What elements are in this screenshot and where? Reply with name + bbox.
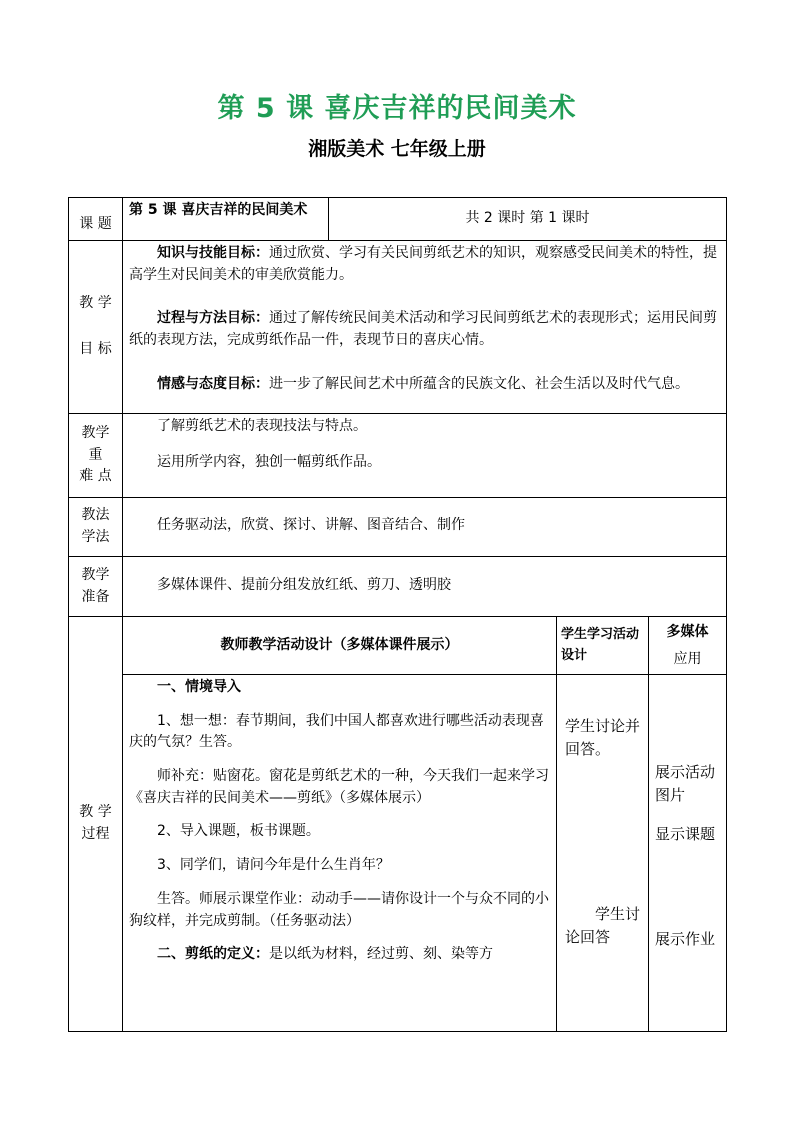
page-title: 第 5 课 喜庆吉祥的民间美术	[217, 93, 577, 124]
process-header-row	[69, 617, 727, 675]
topic-value: 第 5 课 喜庆吉祥的民间美术	[123, 198, 329, 241]
col-teacher-header: 教师教学活动设计（多媒体课件展示）	[123, 617, 557, 675]
prep-row	[69, 557, 727, 617]
topic-hours: 共 2 课时 第 1 课时	[329, 198, 727, 241]
page-subtitle: 湘版美术 七年级上册	[308, 138, 486, 160]
process-body-row	[69, 675, 727, 1032]
media-usage-1: 展示活动图片	[655, 763, 716, 805]
goal-emotion: 情感与态度目标：进一步了解民间艺术中所蕴含的民族文化、社会生活以及时代气息。	[157, 375, 689, 392]
prep-label: 教学 准备	[69, 557, 123, 617]
topic-label: 课 题	[69, 198, 123, 241]
process-label: 教 学 过程	[69, 617, 123, 1032]
col-student-header: 学生学习活动设计	[557, 617, 649, 675]
keypoint-1: 了解剪纸艺术的表现技法与特点。	[157, 418, 367, 434]
student-activity-2: 学生讨论回答	[565, 905, 641, 947]
methods-row	[69, 498, 727, 557]
goal-knowledge: 知识与技能目标：通过欣赏、学习有关民间剪纸艺术的知识，观察感受民间美术的特性，提高学生对民间美术的审美欣赏能力。	[129, 245, 717, 283]
teacher-activities	[123, 675, 557, 1032]
teacher-step-4: 3、同学们，请问今年是什么生肖年？	[157, 857, 390, 874]
student-activity-1: 学生讨论并回答。	[565, 717, 641, 759]
media-usage	[649, 675, 727, 1032]
teacher-step-5: 生答。师展示课堂作业：动动手——请你设计一个与众不同的小狗纹样，并完成剪制。（任务驱动法）	[129, 890, 549, 929]
media-usage-3: 展示作业	[655, 930, 716, 948]
goals-content	[123, 241, 727, 414]
keypoints-row	[69, 414, 727, 498]
keypoints-content	[123, 414, 727, 498]
prep-content: 多媒体课件、提前分组发放红纸、剪刀、透明胶	[123, 557, 727, 617]
goals-row	[69, 241, 727, 414]
teacher-step-2: 师补充：贴窗花。窗花是剪纸艺术的一种，今天我们一起来学习《喜庆吉祥的民间美术——剪纸》（多媒体展示）	[129, 768, 549, 806]
goals-label: 教 学 目 标	[69, 241, 123, 414]
student-activities	[557, 675, 649, 1032]
col-media-header: 多媒体 应用	[649, 617, 727, 675]
teacher-step-1: 1、想一想：春节期间，我们中国人都喜欢进行哪些活动表现喜庆的气氛？生答。	[129, 712, 544, 751]
methods-content: 任务驱动法，欣赏、探讨、讲解、图音结合、制作	[123, 498, 727, 557]
keypoint-2: 运用所学内容，独创一幅剪纸作品。	[157, 453, 381, 470]
methods-label: 教法 学法	[69, 498, 123, 557]
teacher-step-3: 2、导入课题，板书课题。	[157, 823, 320, 840]
lesson-plan-table	[68, 197, 727, 1032]
media-usage-2: 显示课题	[655, 825, 716, 843]
section-definition: 二、剪纸的定义：是以纸为材料，经过剪、刻、染等方	[157, 946, 493, 963]
goal-process: 过程与方法目标：通过了解传统民间美术活动和学习民间剪纸艺术的表现形式；运用民间剪纸的表现方法，完成剪纸作品一件，表现节日的喜庆心情。	[129, 310, 717, 349]
topic-row	[69, 198, 727, 241]
keypoints-label: 教学 重 难 点	[69, 414, 123, 498]
section-intro-heading: 一、情境导入	[157, 679, 241, 695]
